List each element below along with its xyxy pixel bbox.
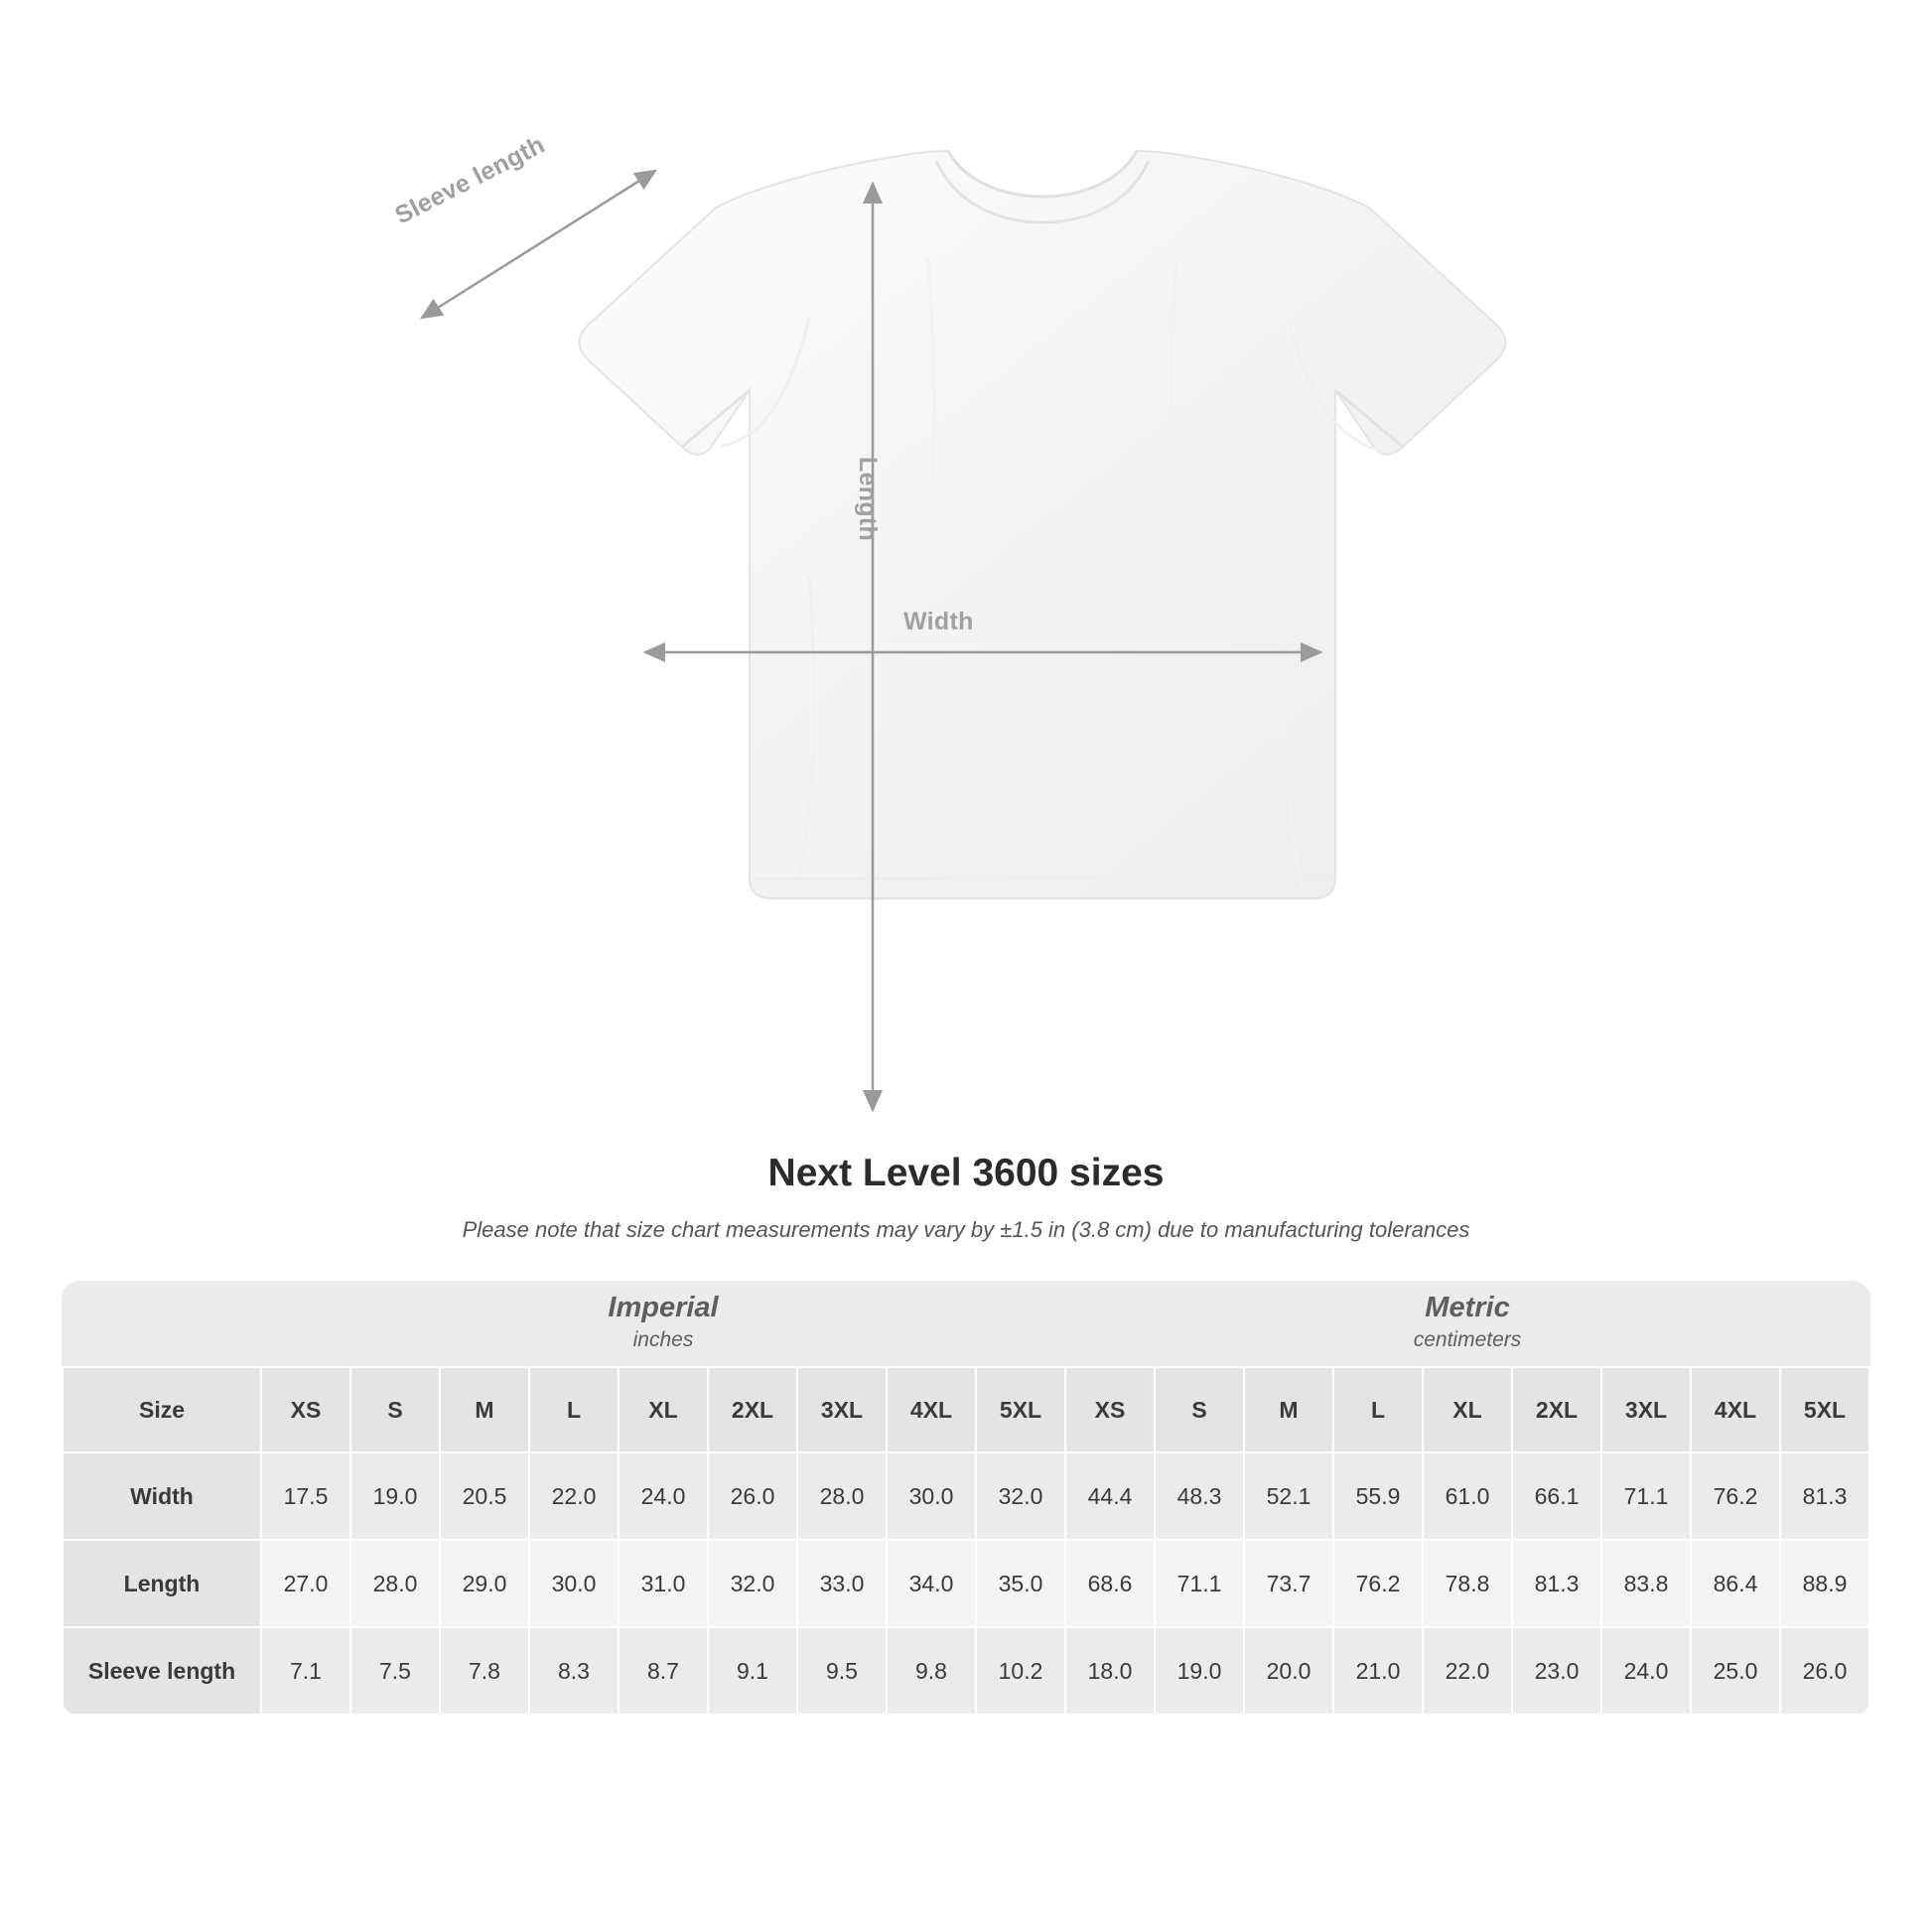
unit-imperial-sub: inches (632, 1327, 694, 1351)
unit-imperial-name: Imperial (608, 1291, 719, 1323)
corner-blank (63, 1281, 261, 1367)
cell-width-imperial-xl: 24.0 (619, 1452, 708, 1540)
cell-width-imperial-s: 19.0 (350, 1452, 440, 1540)
table-row (63, 1540, 1869, 1627)
col-header-imperial-s: S (350, 1367, 440, 1452)
cell-sleeve-imperial-5xl: 10.2 (976, 1627, 1065, 1715)
cell-width-metric-m: 52.1 (1244, 1452, 1333, 1540)
cell-length-imperial-s: 28.0 (350, 1540, 440, 1627)
cell-width-imperial-m: 20.5 (440, 1452, 529, 1540)
unit-metric-sub: centimeters (1413, 1327, 1522, 1351)
cell-sleeve-imperial-xs: 7.1 (261, 1627, 350, 1715)
cell-width-metric-2xl: 66.1 (1512, 1452, 1601, 1540)
cell-length-metric-s: 71.1 (1155, 1540, 1244, 1627)
col-header-metric-l: L (1333, 1367, 1423, 1452)
cell-sleeve-imperial-2xl: 9.1 (708, 1627, 797, 1715)
cell-length-imperial-2xl: 32.0 (708, 1540, 797, 1627)
col-header-metric-m: M (1244, 1367, 1333, 1452)
col-header-imperial-5xl: 5XL (976, 1367, 1065, 1452)
table-row (63, 1452, 1869, 1540)
cell-sleeve-imperial-4xl: 9.8 (887, 1627, 976, 1715)
cell-length-metric-l: 76.2 (1333, 1540, 1423, 1627)
cell-sleeve-metric-xl: 22.0 (1423, 1627, 1512, 1715)
chart-title: Next Level 3600 sizes (767, 1152, 1165, 1194)
cell-width-imperial-xs: 17.5 (261, 1452, 350, 1540)
cell-width-imperial-3xl: 28.0 (797, 1452, 887, 1540)
col-header-imperial-xl: XL (619, 1367, 708, 1452)
cell-sleeve-imperial-s: 7.5 (350, 1627, 440, 1715)
cell-width-metric-s: 48.3 (1155, 1452, 1244, 1540)
col-header-metric-xs: XS (1065, 1367, 1155, 1452)
cell-sleeve-metric-s: 19.0 (1155, 1627, 1244, 1715)
cell-width-metric-l: 55.9 (1333, 1452, 1423, 1540)
cell-width-metric-5xl: 81.3 (1780, 1452, 1869, 1540)
cell-length-metric-xl: 78.8 (1423, 1540, 1512, 1627)
header-size: Size (63, 1367, 261, 1452)
sleeve-length-annotation: Sleeve length (390, 130, 550, 230)
cell-width-imperial-5xl: 32.0 (976, 1452, 1065, 1540)
cell-width-imperial-4xl: 30.0 (887, 1452, 976, 1540)
col-header-imperial-xs: XS (261, 1367, 350, 1452)
col-header-metric-4xl: 4XL (1691, 1367, 1780, 1452)
cell-length-imperial-3xl: 33.0 (797, 1540, 887, 1627)
column-header-row (63, 1367, 1869, 1452)
cell-length-imperial-xl: 31.0 (619, 1540, 708, 1627)
table-row (63, 1627, 1869, 1715)
cell-sleeve-metric-l: 21.0 (1333, 1627, 1423, 1715)
cell-sleeve-imperial-3xl: 9.5 (797, 1627, 887, 1715)
cell-sleeve-metric-xs: 18.0 (1065, 1627, 1155, 1715)
cell-width-metric-xs: 44.4 (1065, 1452, 1155, 1540)
col-header-metric-s: S (1155, 1367, 1244, 1452)
cell-length-metric-2xl: 81.3 (1512, 1540, 1601, 1627)
unit-group-metric (1065, 1281, 1869, 1367)
cell-width-metric-3xl: 71.1 (1601, 1452, 1691, 1540)
unit-metric-name: Metric (1425, 1291, 1510, 1323)
row-header-width: Width (63, 1452, 261, 1540)
cell-width-imperial-l: 22.0 (529, 1452, 619, 1540)
cell-length-metric-m: 73.7 (1244, 1540, 1333, 1627)
cell-length-imperial-5xl: 35.0 (976, 1540, 1065, 1627)
cell-length-metric-xs: 68.6 (1065, 1540, 1155, 1627)
cell-length-imperial-4xl: 34.0 (887, 1540, 976, 1627)
cell-length-imperial-l: 30.0 (529, 1540, 619, 1627)
row-header-sleeve-length: Sleeve length (63, 1627, 261, 1715)
col-header-imperial-3xl: 3XL (797, 1367, 887, 1452)
cell-sleeve-metric-5xl: 26.0 (1780, 1627, 1869, 1715)
length-annotation: Length (854, 457, 882, 542)
width-annotation: Width (903, 608, 974, 635)
col-header-imperial-m: M (440, 1367, 529, 1452)
col-header-metric-5xl: 5XL (1780, 1367, 1869, 1452)
cell-sleeve-imperial-xl: 8.7 (619, 1627, 708, 1715)
cell-sleeve-metric-3xl: 24.0 (1601, 1627, 1691, 1715)
cell-sleeve-imperial-m: 7.8 (440, 1627, 529, 1715)
cell-length-metric-4xl: 86.4 (1691, 1540, 1780, 1627)
cell-sleeve-metric-m: 20.0 (1244, 1627, 1333, 1715)
cell-sleeve-imperial-l: 8.3 (529, 1627, 619, 1715)
unit-group-imperial (261, 1281, 1065, 1367)
col-header-imperial-4xl: 4XL (887, 1367, 976, 1452)
cell-width-metric-xl: 61.0 (1423, 1452, 1512, 1540)
cell-sleeve-metric-4xl: 25.0 (1691, 1627, 1780, 1715)
col-header-imperial-l: L (529, 1367, 619, 1452)
col-header-metric-3xl: 3XL (1601, 1367, 1691, 1452)
tolerance-note: Please note that size chart measurements may vary by ±1.5 in (3.8 cm) due to manufacturing tolerances (462, 1217, 1470, 1242)
size-chart-table-wrapper (62, 1281, 1870, 1716)
cell-width-imperial-2xl: 26.0 (708, 1452, 797, 1540)
cell-length-imperial-m: 29.0 (440, 1540, 529, 1627)
unit-header-row (63, 1281, 1869, 1367)
col-header-metric-xl: XL (1423, 1367, 1512, 1452)
cell-length-imperial-xs: 27.0 (261, 1540, 350, 1627)
col-header-metric-2xl: 2XL (1512, 1367, 1601, 1452)
cell-length-metric-3xl: 83.8 (1601, 1540, 1691, 1627)
cell-width-metric-4xl: 76.2 (1691, 1452, 1780, 1540)
col-header-imperial-2xl: 2XL (708, 1367, 797, 1452)
row-header-length: Length (63, 1540, 261, 1627)
cell-length-metric-5xl: 88.9 (1780, 1540, 1869, 1627)
size-chart-table (62, 1281, 1870, 1716)
cell-sleeve-metric-2xl: 23.0 (1512, 1627, 1601, 1715)
